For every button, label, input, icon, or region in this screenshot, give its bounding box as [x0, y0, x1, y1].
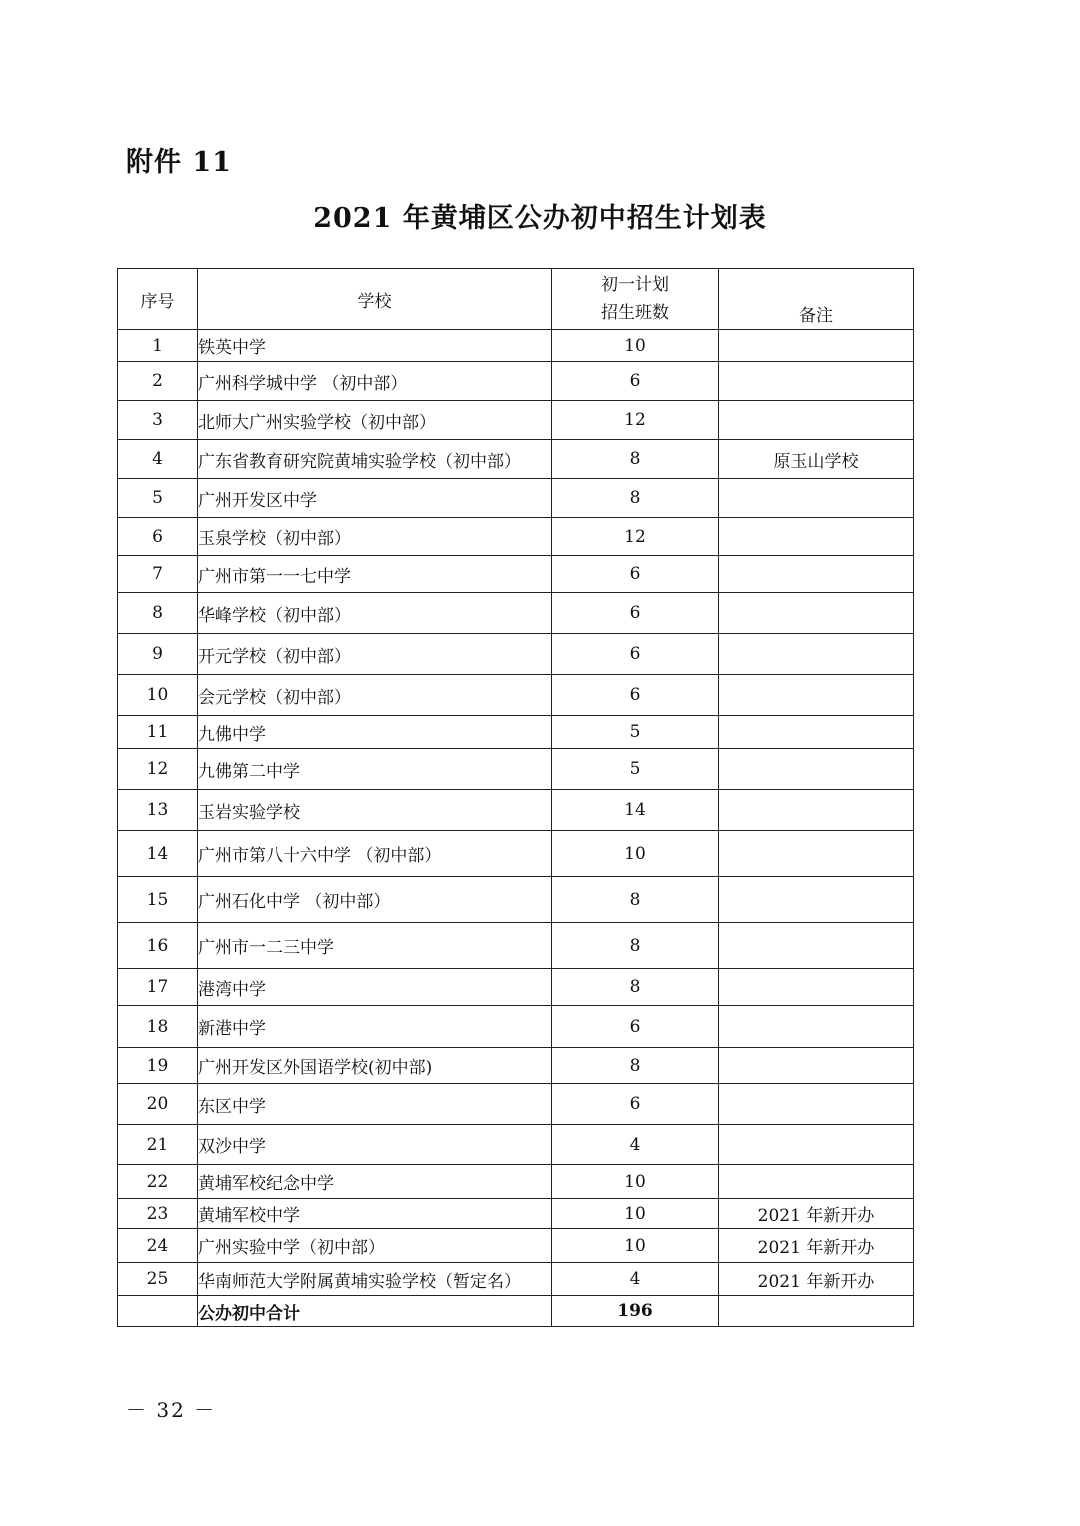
total-cell-school: 公办初中合计 — [198, 1296, 552, 1327]
cell-remark — [719, 675, 914, 716]
cell-school: 华南师范大学附属黄埔实验学校（暂定名） — [198, 1263, 552, 1296]
cell-no: 16 — [118, 923, 198, 969]
cell-remark — [719, 790, 914, 831]
cell-school: 广州科学城中学 （初中部） — [198, 362, 552, 401]
cell-no: 8 — [118, 593, 198, 634]
cell-count: 4 — [552, 1125, 719, 1165]
cell-remark — [719, 401, 914, 440]
table-header-row — [118, 269, 914, 330]
table-row — [118, 1084, 914, 1125]
cell-school: 广州实验中学（初中部） — [198, 1229, 552, 1263]
cell-no: 4 — [118, 440, 198, 479]
table-row — [118, 479, 914, 518]
header-school: 学校 — [198, 269, 552, 330]
cell-school: 会元学校（初中部） — [198, 675, 552, 716]
cell-remark — [719, 877, 914, 923]
table-row — [118, 440, 914, 479]
table-row — [118, 593, 914, 634]
cell-count: 6 — [552, 362, 719, 401]
cell-count: 6 — [552, 1006, 719, 1048]
cell-no: 17 — [118, 969, 198, 1006]
cell-no: 14 — [118, 831, 198, 877]
table-row — [118, 330, 914, 362]
cell-remark — [719, 479, 914, 518]
table-row — [118, 790, 914, 831]
attachment-label: 附件 11 — [126, 147, 232, 178]
table-row — [118, 518, 914, 556]
table-row — [118, 716, 914, 749]
cell-school: 港湾中学 — [198, 969, 552, 1006]
cell-school: 九佛中学 — [198, 716, 552, 749]
table-row — [118, 634, 914, 675]
page-number: － 32 － — [126, 1398, 217, 1422]
cell-count: 8 — [552, 479, 719, 518]
cell-school: 北师大广州实验学校（初中部） — [198, 401, 552, 440]
cell-remark — [719, 330, 914, 362]
cell-remark: 2021 年新开办 — [719, 1263, 914, 1296]
document-title: 2021 年黄埔区公办初中招生计划表 — [313, 203, 767, 234]
cell-no: 3 — [118, 401, 198, 440]
header-count-line2: 招生班数 — [601, 303, 669, 323]
cell-count: 8 — [552, 1048, 719, 1084]
cell-count: 10 — [552, 1165, 719, 1199]
cell-school: 铁英中学 — [198, 330, 552, 362]
header-count — [552, 269, 719, 330]
total-cell-count: 196 — [552, 1296, 719, 1327]
cell-no: 20 — [118, 1084, 198, 1125]
table-row — [118, 749, 914, 790]
cell-count: 6 — [552, 634, 719, 675]
cell-remark — [719, 593, 914, 634]
table-row — [118, 923, 914, 969]
cell-remark — [719, 1084, 914, 1125]
table-row — [118, 1125, 914, 1165]
cell-count: 6 — [552, 1084, 719, 1125]
cell-remark — [719, 518, 914, 556]
cell-count: 12 — [552, 518, 719, 556]
cell-no: 2 — [118, 362, 198, 401]
cell-school: 开元学校（初中部） — [198, 634, 552, 675]
cell-no: 6 — [118, 518, 198, 556]
cell-no: 1 — [118, 330, 198, 362]
table-row — [118, 401, 914, 440]
cell-count: 6 — [552, 556, 719, 593]
cell-remark — [719, 716, 914, 749]
cell-remark — [719, 634, 914, 675]
table-row — [118, 362, 914, 401]
table-row — [118, 1048, 914, 1084]
cell-no: 18 — [118, 1006, 198, 1048]
cell-no: 15 — [118, 877, 198, 923]
cell-school: 黄埔军校纪念中学 — [198, 1165, 552, 1199]
cell-count: 5 — [552, 716, 719, 749]
cell-count: 10 — [552, 831, 719, 877]
cell-no: 13 — [118, 790, 198, 831]
cell-remark — [719, 831, 914, 877]
cell-school: 广东省教育研究院黄埔实验学校（初中部） — [198, 440, 552, 479]
cell-count: 8 — [552, 969, 719, 1006]
cell-no: 10 — [118, 675, 198, 716]
cell-school: 广州开发区外国语学校(初中部) — [198, 1048, 552, 1084]
cell-school: 广州市第一一七中学 — [198, 556, 552, 593]
cell-count: 8 — [552, 877, 719, 923]
cell-remark: 2021 年新开办 — [719, 1199, 914, 1229]
table-row — [118, 1229, 914, 1263]
cell-remark — [719, 749, 914, 790]
table-row — [118, 1263, 914, 1296]
cell-school: 东区中学 — [198, 1084, 552, 1125]
cell-school: 广州市第八十六中学 （初中部） — [198, 831, 552, 877]
cell-remark — [719, 1165, 914, 1199]
table-row — [118, 1199, 914, 1229]
cell-count: 14 — [552, 790, 719, 831]
header-no: 序号 — [118, 269, 198, 330]
cell-count: 8 — [552, 923, 719, 969]
cell-no: 11 — [118, 716, 198, 749]
cell-count: 8 — [552, 440, 719, 479]
cell-count: 10 — [552, 330, 719, 362]
table-row — [118, 969, 914, 1006]
table-row — [118, 675, 914, 716]
cell-no: 12 — [118, 749, 198, 790]
cell-count: 12 — [552, 401, 719, 440]
cell-remark — [719, 969, 914, 1006]
cell-no: 25 — [118, 1263, 198, 1296]
total-cell-remark — [719, 1296, 914, 1327]
cell-school: 新港中学 — [198, 1006, 552, 1048]
cell-remark — [719, 556, 914, 593]
cell-count: 6 — [552, 675, 719, 716]
cell-count: 5 — [552, 749, 719, 790]
cell-remark — [719, 1048, 914, 1084]
table-row — [118, 877, 914, 923]
enrollment-plan-table — [117, 268, 914, 1327]
table-row — [118, 831, 914, 877]
cell-no: 19 — [118, 1048, 198, 1084]
cell-no: 22 — [118, 1165, 198, 1199]
table-row — [118, 1006, 914, 1048]
header-count-line1: 初一计划 — [601, 275, 669, 295]
cell-no: 9 — [118, 634, 198, 675]
cell-school: 九佛第二中学 — [198, 749, 552, 790]
cell-count: 6 — [552, 593, 719, 634]
cell-remark — [719, 923, 914, 969]
cell-school: 广州开发区中学 — [198, 479, 552, 518]
cell-remark: 原玉山学校 — [719, 440, 914, 479]
header-remark: 备注 — [719, 269, 914, 330]
table-row — [118, 556, 914, 593]
cell-no: 5 — [118, 479, 198, 518]
cell-count: 4 — [552, 1263, 719, 1296]
table-total-row — [118, 1296, 914, 1327]
cell-no: 7 — [118, 556, 198, 593]
cell-remark — [719, 1006, 914, 1048]
cell-count: 10 — [552, 1199, 719, 1229]
cell-remark — [719, 362, 914, 401]
cell-school: 黄埔军校中学 — [198, 1199, 552, 1229]
cell-remark — [719, 1125, 914, 1165]
cell-no: 24 — [118, 1229, 198, 1263]
cell-remark: 2021 年新开办 — [719, 1229, 914, 1263]
cell-no: 21 — [118, 1125, 198, 1165]
cell-school: 双沙中学 — [198, 1125, 552, 1165]
cell-school: 广州石化中学 （初中部） — [198, 877, 552, 923]
cell-school: 玉泉学校（初中部） — [198, 518, 552, 556]
total-cell-no — [118, 1296, 198, 1327]
cell-school: 玉岩实验学校 — [198, 790, 552, 831]
cell-school: 华峰学校（初中部） — [198, 593, 552, 634]
cell-school: 广州市一二三中学 — [198, 923, 552, 969]
cell-no: 23 — [118, 1199, 198, 1229]
cell-count: 10 — [552, 1229, 719, 1263]
table-row — [118, 1165, 914, 1199]
